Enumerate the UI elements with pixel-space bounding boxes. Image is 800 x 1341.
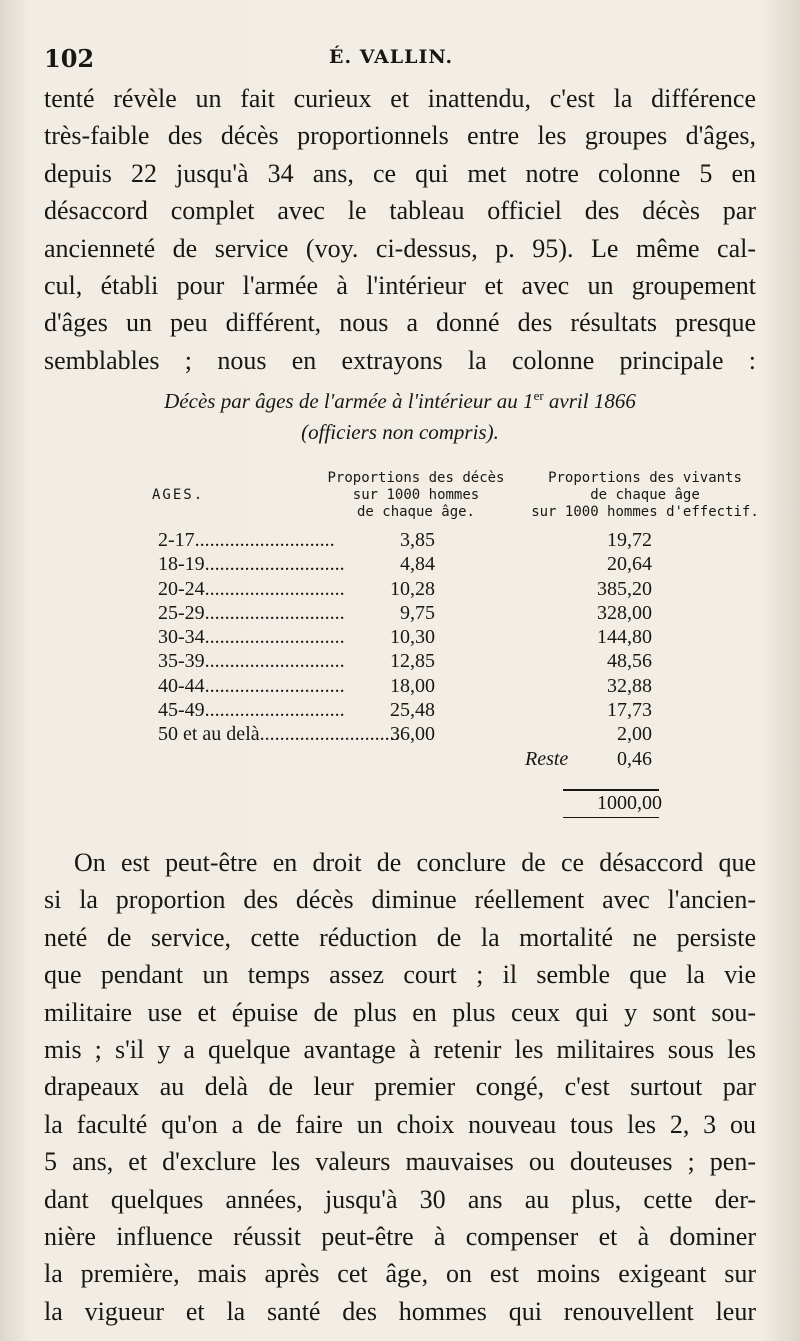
age-cell: 2-17............................ bbox=[158, 529, 335, 551]
table-caption-line-2: (officiers non compris). bbox=[301, 420, 499, 444]
paragraph-1 bbox=[44, 80, 756, 379]
page-number: 102 bbox=[44, 44, 95, 73]
column-header-ages: AGES. bbox=[152, 487, 205, 503]
sum-rule bbox=[563, 789, 659, 791]
header-line: de chaque âge. bbox=[356, 504, 475, 520]
table-row bbox=[150, 674, 670, 698]
text-line: la vigueur et la santé des hommes qui renouvellent leur bbox=[44, 1296, 756, 1326]
deces-cell: 18,00 bbox=[390, 674, 435, 697]
vivants-cell: 2,00 bbox=[617, 723, 652, 746]
text-line: nière influence réussit peut-être à compenser et à dominer bbox=[44, 1221, 756, 1251]
text-line: la première, mais après cet âge, on est moins exigeant sur bbox=[44, 1259, 756, 1289]
text-line: mis ; s'il y a quelque avantage à retenir les militaires sous les bbox=[44, 1034, 756, 1064]
vivants-cell: 19,72 bbox=[607, 529, 652, 551]
deces-cell: 36,00 bbox=[390, 723, 435, 746]
vivants-cell: 328,00 bbox=[597, 601, 652, 624]
text-line: d'âges un peu différent, nous a donné des résultats presque bbox=[44, 308, 756, 338]
text-line: On est peut-être en droit de conclure de ce désaccord que bbox=[74, 848, 756, 877]
header-line: sur 1000 hommes bbox=[352, 487, 480, 503]
vivants-cell: 144,80 bbox=[597, 626, 652, 649]
vivants-cell: 17,73 bbox=[607, 699, 652, 722]
reste-value: 0,46 bbox=[617, 747, 652, 770]
column-header-vivants bbox=[530, 470, 760, 521]
page-header bbox=[44, 44, 764, 76]
caption-superscript: er bbox=[533, 388, 544, 403]
running-head: É. VALLIN. bbox=[329, 46, 454, 68]
age-cell: 50 et au delà............................ bbox=[158, 723, 400, 746]
table-body bbox=[150, 528, 670, 771]
deces-cell: 10,30 bbox=[390, 626, 435, 649]
table-caption bbox=[40, 388, 760, 414]
deces-cell: 10,28 bbox=[390, 577, 435, 600]
age-cell: 30-34............................ bbox=[158, 626, 345, 649]
column-header-deces bbox=[326, 470, 506, 521]
paragraph-2 bbox=[44, 844, 756, 1330]
vivants-cell: 20,64 bbox=[607, 553, 652, 576]
table-row bbox=[150, 552, 670, 576]
table-row bbox=[150, 625, 670, 649]
vivants-cell: 385,20 bbox=[597, 577, 652, 600]
table-row bbox=[150, 649, 670, 673]
text-line: désaccord complet avec le tableau officiel des décès par bbox=[44, 196, 756, 226]
table-row bbox=[150, 528, 670, 552]
table-total: 1000,00 bbox=[597, 792, 662, 814]
header-line: Proportions des décès bbox=[327, 470, 505, 486]
deces-cell: 12,85 bbox=[390, 650, 435, 673]
text-line: que pendant un temps assez court ; il semble que la vie bbox=[44, 960, 756, 990]
text-line: drapeaux au delà de leur premier congé, c'est surtout par bbox=[44, 1072, 756, 1102]
age-cell: 25-29............................ bbox=[158, 601, 345, 624]
vivants-cell: 48,56 bbox=[607, 650, 652, 673]
table-row-reste bbox=[150, 747, 670, 771]
text-line: si la proportion des décès diminue réellement avec l'ancien- bbox=[44, 885, 756, 915]
text-line: la faculté qu'on a de faire un choix nouveau tous les 2, 3 ou bbox=[44, 1109, 756, 1139]
text-line: dant quelques années, jusqu'à 30 ans au plus, cette der- bbox=[44, 1184, 756, 1214]
table-row bbox=[150, 601, 670, 625]
header-line: sur 1000 hommes d'effectif. bbox=[531, 504, 759, 520]
text-line: depuis 22 jusqu'à 34 ans, ce qui met notre colonne 5 en bbox=[44, 158, 756, 188]
reste-label: Reste bbox=[525, 747, 569, 770]
header-line: Proportions des vivants bbox=[548, 470, 742, 486]
text-line: tenté révèle un fait curieux et inattendu, c'est la différence bbox=[44, 84, 756, 113]
deces-cell: 3,85 bbox=[400, 529, 435, 551]
text-line: très-faible des décès proportionnels entre les groupes d'âges, bbox=[44, 121, 756, 151]
age-cell: 20-24............................ bbox=[158, 577, 345, 600]
header-line: de chaque âge bbox=[590, 487, 700, 503]
text-line: neté de service, cette réduction de la mortalité ne persiste bbox=[44, 922, 756, 952]
age-cell: 45-49............................ bbox=[158, 699, 345, 722]
text-line: 5 ans, et d'exclure les valeurs mauvaises ou douteuses ; pen- bbox=[44, 1147, 756, 1177]
caption-text-before: Décès par âges de l'armée à l'intérieur au 1 bbox=[164, 389, 534, 413]
table-row bbox=[150, 577, 670, 601]
table-row bbox=[150, 698, 670, 722]
total-underline bbox=[563, 817, 659, 818]
deces-cell: 9,75 bbox=[400, 601, 435, 624]
age-cell: 35-39............................ bbox=[158, 650, 345, 673]
text-line: semblables ; nous en extrayons la colonne principale : bbox=[44, 345, 756, 375]
age-cell: 18-19............................ bbox=[158, 553, 345, 576]
table-row bbox=[150, 722, 670, 746]
vivants-cell: 32,88 bbox=[607, 674, 652, 697]
age-cell: 40-44............................ bbox=[158, 674, 345, 697]
deces-cell: 25,48 bbox=[390, 699, 435, 722]
caption-text-after: avril 1866 bbox=[543, 389, 636, 413]
text-line: ancienneté de service (voy. ci-dessus, p. 95). Le même cal- bbox=[44, 233, 756, 263]
deces-cell: 4,84 bbox=[400, 553, 435, 576]
text-line: cul, établi pour l'armée à l'intérieur et avec un groupement bbox=[44, 270, 756, 300]
text-line: militaire use et épuise de plus en plus ceux qui y sont sou- bbox=[44, 997, 756, 1027]
